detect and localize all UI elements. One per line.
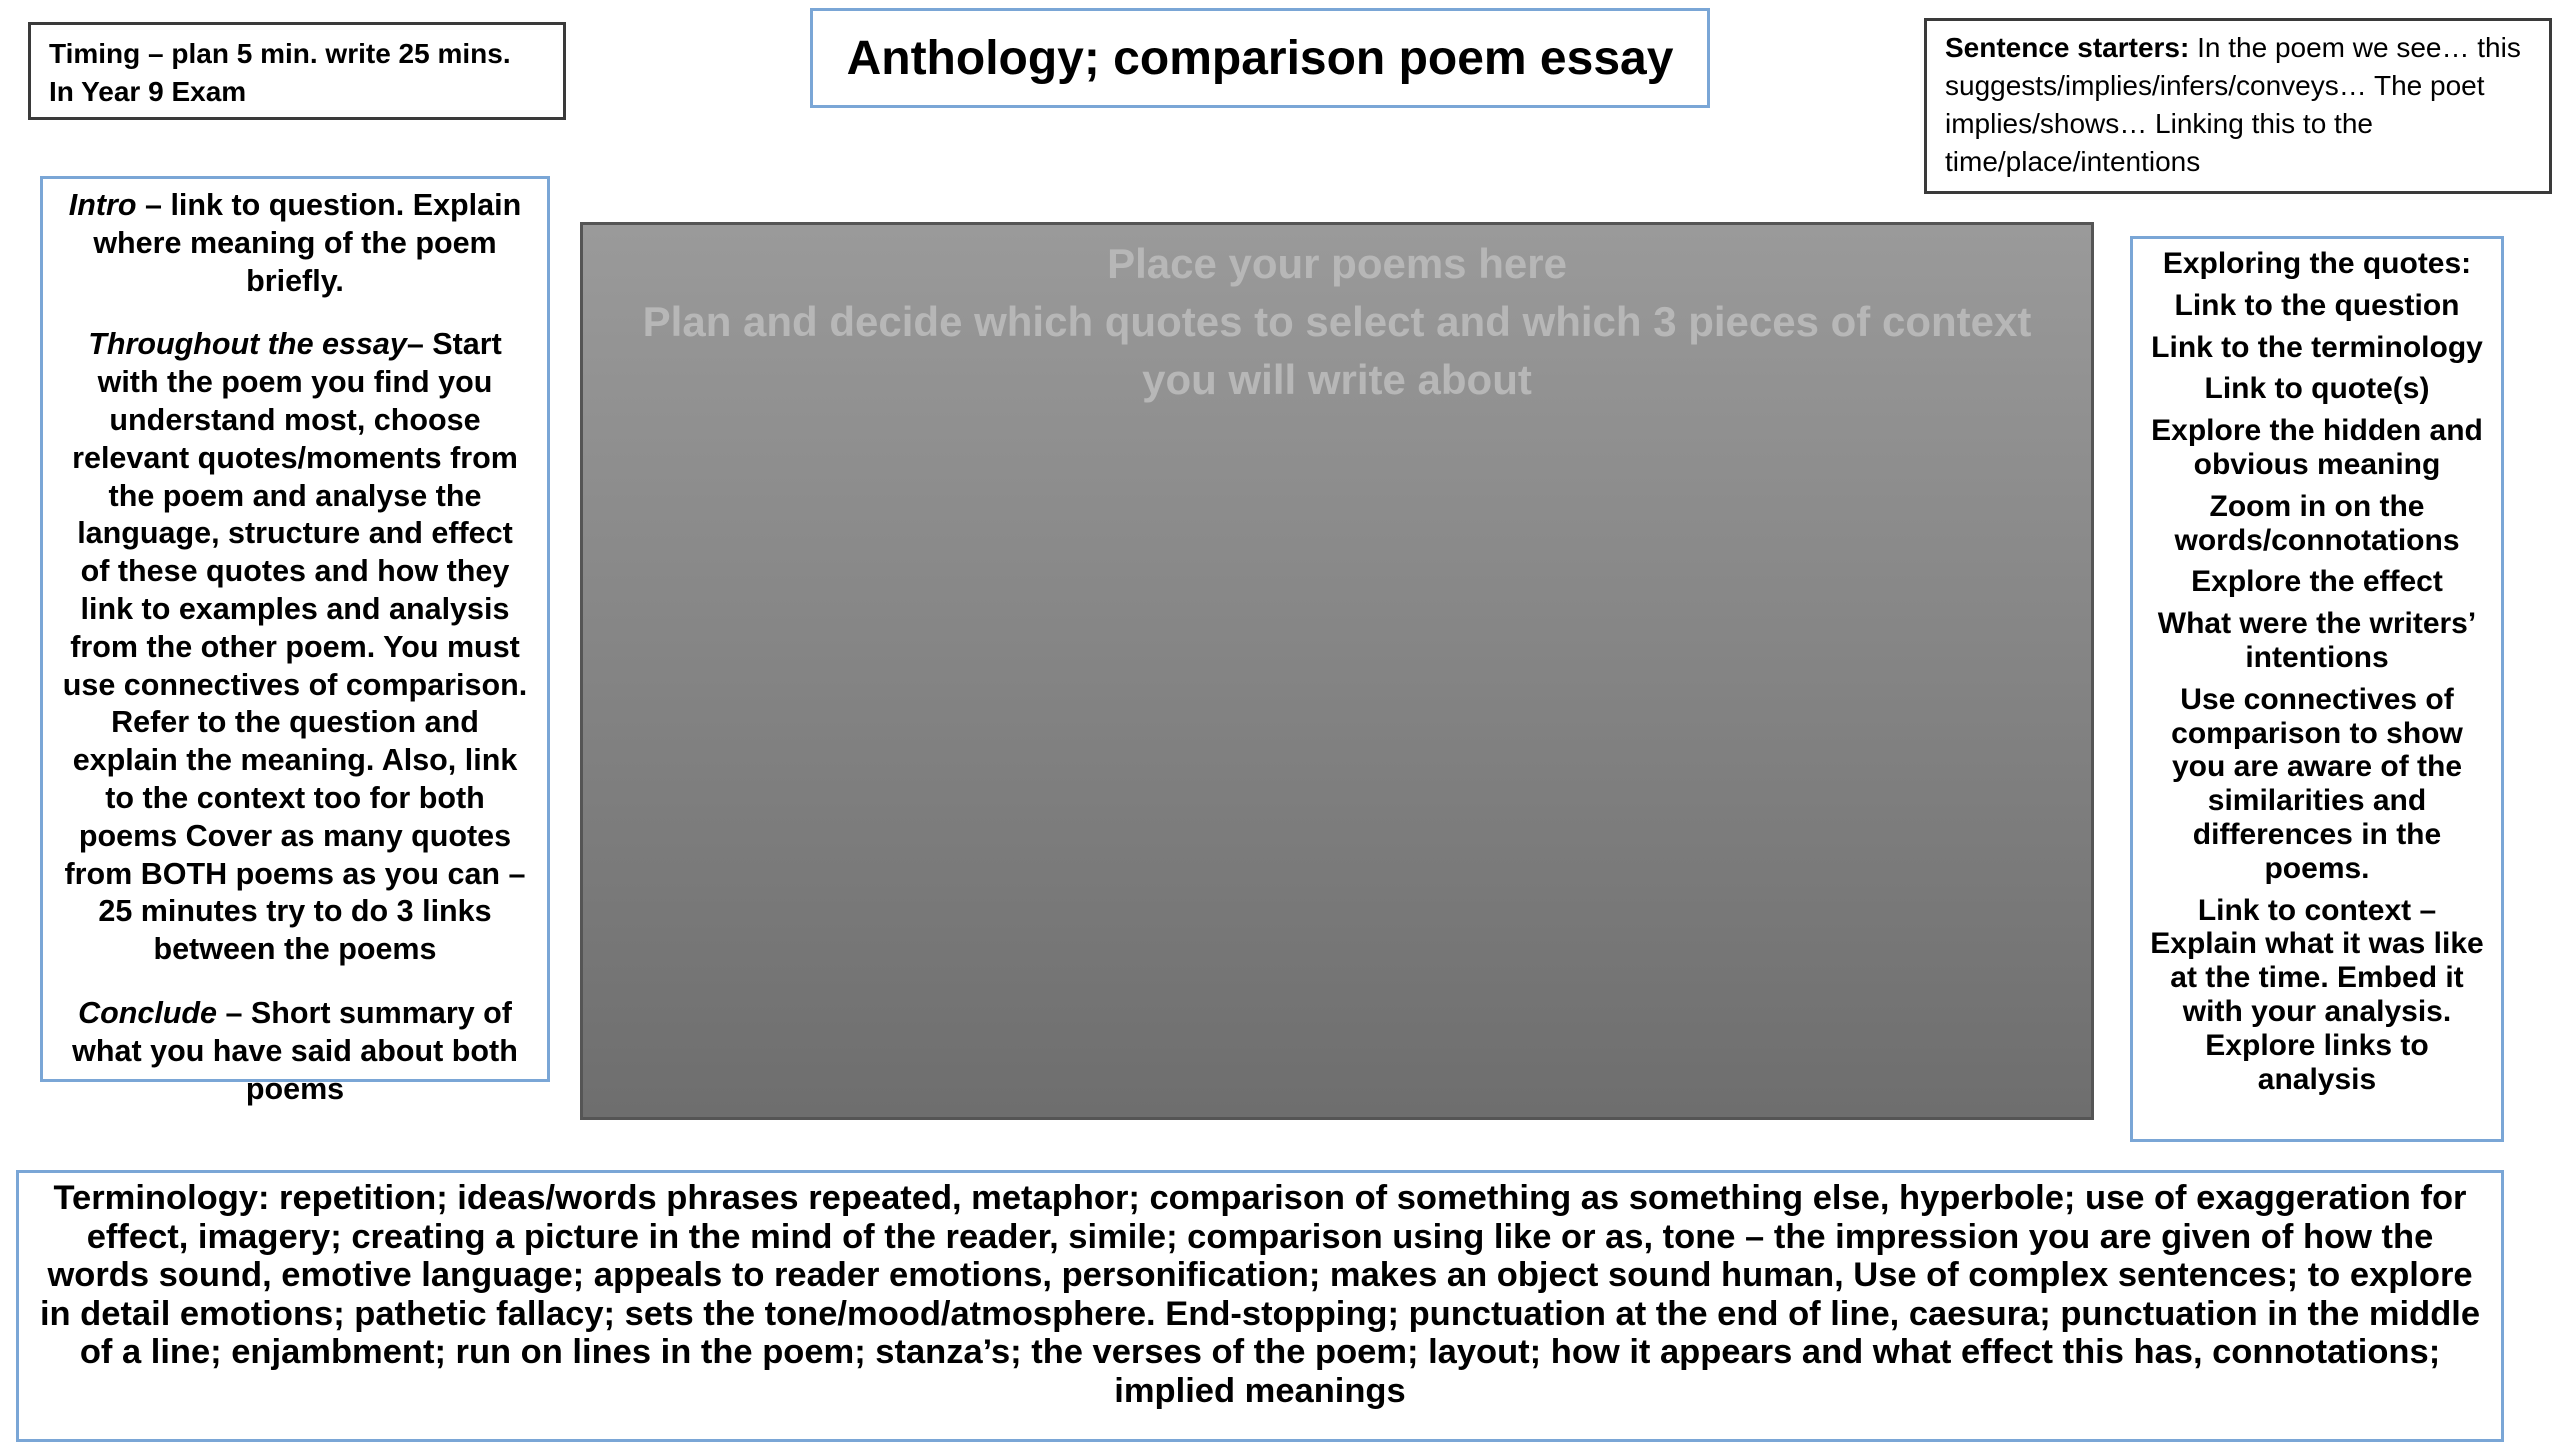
exploring-heading: Exploring the quotes:	[2162, 247, 2472, 280]
terminology-box	[16, 1170, 2504, 1442]
sentence-starters-text: In the poem we see… this suggests/implies/infers/conveys… The poet implies/shows… Linking this to the time/place/intentions	[1945, 32, 2521, 177]
sentence-starters-label: Sentence starters:	[1945, 32, 2190, 63]
timing-line-2: In Year 9 Exam	[49, 76, 247, 107]
timing-line-1: Timing – plan 5 min. write 25 mins.	[49, 38, 511, 69]
throughout-label: Throughout the essay	[88, 327, 407, 362]
sentence-starters-box	[1924, 18, 2552, 194]
exploring-item: Link to quote(s)	[2204, 372, 2430, 406]
exploring-item: Explore the effect	[2191, 565, 2443, 599]
intro-text: – link to question. Explain where meaning of the poem briefly.	[93, 188, 522, 298]
terminology-text: Terminology: repetition; ideas/words phrases repeated, metaphor; comparison of something as something else, hyperbole; use of exaggeration for effect, imagery; creating a picture in the mind of the reader, simile; comparison using like or as, tone – the impression you are given of how the words sound, emotive language; appeals to reader emotions, personification; makes an object sound human, Use of complex sentences; to explore in detail emotions; pathetic fallacy; sets the tone/mood/atmosphere. End-stopping; punctuation at the end of line, caesura; punctuation in the middle of a line; enjambment; run on lines in the poem; stanza’s; the verses of the poem; layout; how it appears and what effect this has, connotations; implied meanings	[39, 1179, 2481, 1410]
timing-box	[28, 22, 566, 120]
poems-placeholder-area	[580, 222, 2094, 1120]
exploring-item: Use connectives of comparison to show you are aware of the similarities and differences in the poems.	[2171, 682, 2463, 885]
exploring-item: Link to the terminology	[2151, 330, 2483, 364]
conclude-label: Conclude	[78, 995, 218, 1030]
exploring-item: Explore the hidden and obvious meaning	[2151, 414, 2483, 481]
intro-paragraph	[61, 187, 529, 300]
poems-placeholder-instructions: Plan and decide which quotes to select and which 3 pieces of context you will write about	[642, 298, 2032, 403]
page-title-box	[810, 8, 1710, 108]
throughout-paragraph	[61, 326, 529, 969]
page-title: Anthology; comparison poem essay	[846, 31, 1674, 85]
exploring-quotes-box	[2130, 236, 2504, 1142]
exploring-item: Link to the question	[2174, 288, 2460, 322]
poems-placeholder-title: Place your poems here	[1107, 240, 1567, 287]
essay-structure-box	[40, 176, 550, 1106]
exploring-item: Link to context – Explain what it was like at the time. Embed it with your analysis. Explore links to analysis	[2150, 893, 2484, 1096]
exploring-item: What were the writers’ intentions	[2157, 607, 2477, 674]
exploring-item: Zoom in on the words/connotations	[2174, 489, 2460, 557]
throughout-text: – Start with the poem you find you understand most, choose relevant quotes/moments from the poem and analyse the language, structure and effect of these quotes and how they link to examples and analysis from the other poem. You must use connectives of comparison. Refer to the question and explain the meaning. Also, link to the context too for both poems Cover as many quotes from BOTH poems as you can – 25 minutes try to do 3 links between the poems	[62, 327, 528, 967]
conclude-paragraph	[61, 995, 529, 1108]
intro-label: Intro	[68, 188, 137, 222]
conclude-text: – Short summary of what you have said about both poems	[72, 995, 518, 1106]
